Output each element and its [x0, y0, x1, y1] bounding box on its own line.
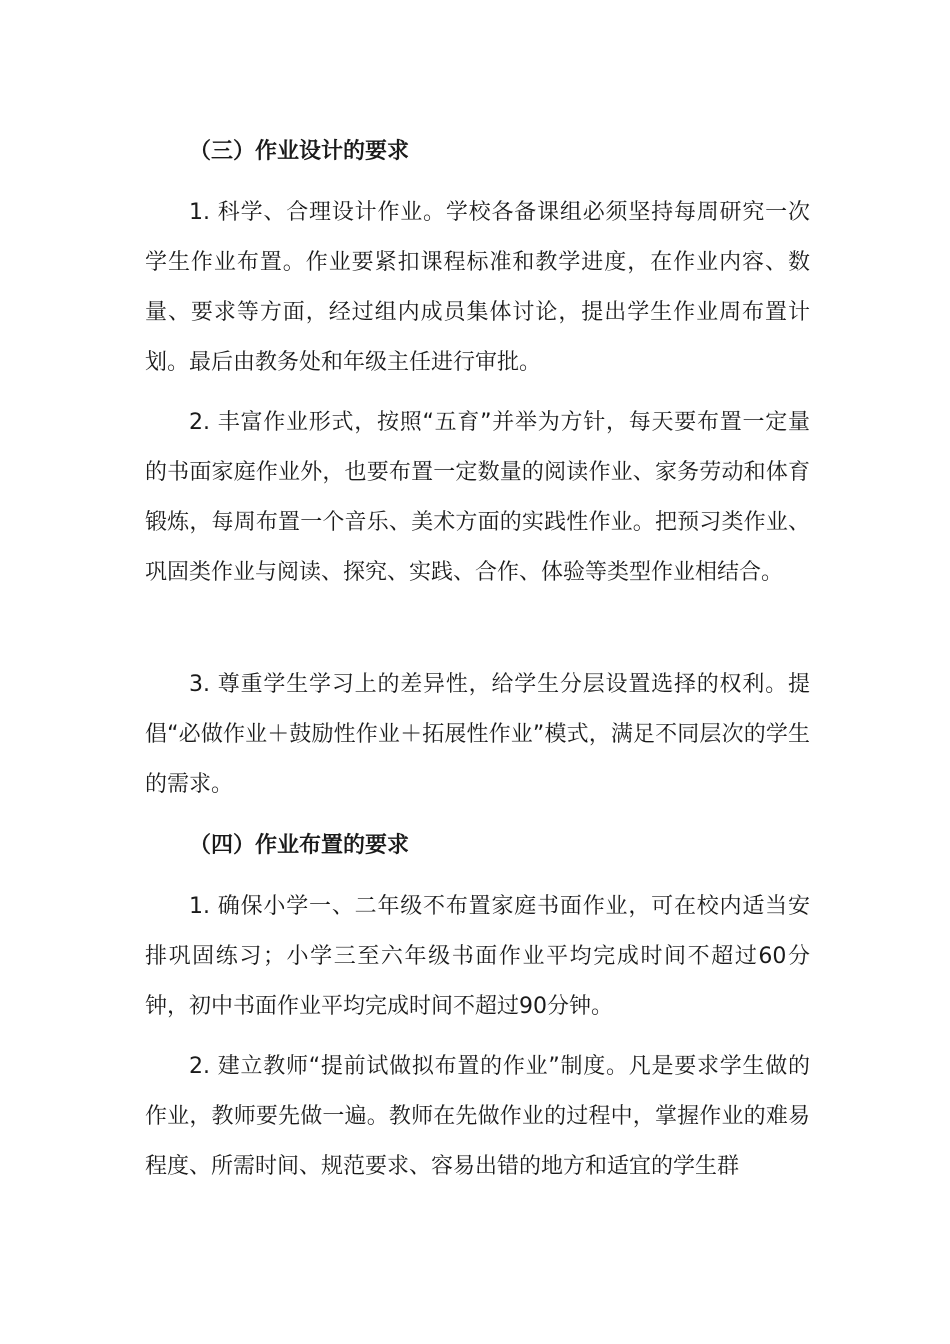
paragraph-3-2: 2. 丰富作业形式，按照“五育”并举为方针，每天要布置一定量的书面家庭作业外，也要布置一定数量的阅读作业、家务劳动和体育锻炼，每周布置一个音乐、美术方面的实践性作业。把预习类作业、巩固类作业与阅读、探究、实践、合作、体验等类型作业相结合。	[145, 410, 810, 585]
paragraph-4-2: 2. 建立教师“提前试做拟布置的作业”制度。凡是要求学生做的作业，教师要先做一遍。教师在先做作业的过程中，掌握作业的难易程度、所需时间、规范要求、容易出错的地方和适宜的学生群	[145, 1054, 810, 1179]
paragraph-3-3: 3. 尊重学生学习上的差异性，给学生分层设置选择的权利。提倡“必做作业＋鼓励性作业＋拓展性作业”模式，满足不同层次的学生的需求。	[145, 672, 810, 797]
section-heading-4: （四）作业布置的要求	[189, 833, 410, 858]
paragraph-3-1: 1. 科学、合理设计作业。学校各备课组必须坚持每周研究一次学生作业布置。作业要紧扣课程标准和教学进度，在作业内容、数量、要求等方面，经过组内成员集体讨论，提出学生作业周布置计划。最后由教务处和年级主任进行审批。	[145, 200, 810, 375]
section-heading-3: （三）作业设计的要求	[189, 139, 410, 164]
paragraph-4-1: 1. 确保小学一、二年级不布置家庭书面作业，可在校内适当安排巩固练习；小学三至六年级书面作业平均完成时间不超过60分钟，初中书面作业平均完成时间不超过90分钟。	[145, 894, 810, 1019]
